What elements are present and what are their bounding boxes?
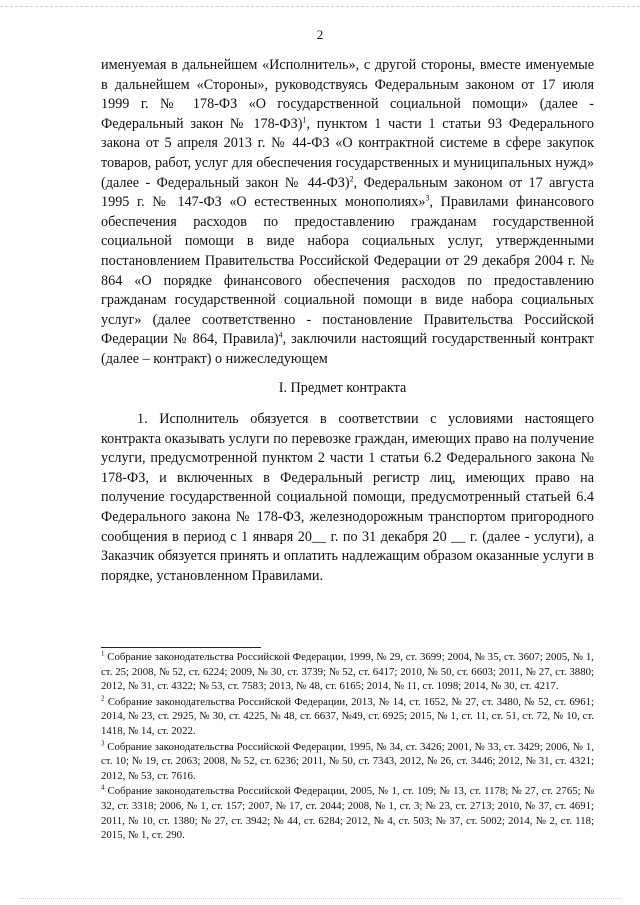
footnote-3: $^3$ Собрание законодательства Российской Федерации, 1995, № 34, ст. 3426; 2001, № 33, ст. 3429; 2006, № 1, ст. 10; № 19, ст. 2063; 2008, № 52, ст. 6236; 2011, № 50, ст. 7343, 2012, № 26, ст. 3446; 2012, № 31, ст. 4321; 2012, № 53, ст. 7616. (101, 738, 594, 782)
scan-artifact-top (0, 6, 640, 7)
footnote-4: $^4$ Собрание законодательства Российской Федерации, 2005, № 1, ст. 109; № 13, ст. 1178; № 27, ст. 2765; № 32, ст. 3318; 2006, № 1, ст. 157; 2007, № 17, ст. 2044; 2008, № 1, ст. 3; № 23, ст. 2713; 2010, № 37, ст. 4691; 2011, № 10, ст. 1380; № 27, ст. 3942; № 44, ст. 6284; 2012, № 4, ст. 503; № 37, ст. 5002; 2014, № 2, ст. 118; 2015, № 1, ст. 290. (101, 783, 594, 842)
footnote-ref-2[interactable]: 2 (349, 173, 354, 183)
footnotes (101, 650, 594, 844)
scan-artifact-bottom (20, 898, 620, 899)
footnote-ref-1[interactable]: 1 (302, 115, 307, 125)
footnote-divider (101, 647, 261, 648)
footnote-1: $^1$ Собрание законодательства Российской Федерации, 1999, № 29, ст. 3699; 2004, № 35, ст. 3607; 2005, № 1, ст. 25; 2008, № 52, ст. 6224; 2009, № 30, ст. 3739; № 52, ст. 6417; 2010, № 50, ст. 6603; 2011, № 27, ст. 3880; 2012, № 31, ст. 4322; № 53, ст. 7583; 2013, № 48, ст. 6165; 2014, № 11, ст. 1098; 2014, № 30, ст. 4217. (101, 649, 594, 693)
intro-text: именуемая в дальнейшем «Исполнитель», с другой стороны, вместе именуемые в дальнейшем «Стороны», руководствуясь Федеральным законом от 17 июля 1999 г. № 178-ФЗ «О государственной социальной помощи» (далее - Федеральный закон № 178-ФЗ)$^1$, пунктом 1 части 1 статьи 93 Федерального закона от 5 апреля 2013 г. № 44-ФЗ «О контрактной системе в сфере закупок товаров, работ, услуг для обеспечения государственных и муниципальных нужд» (далее - Федеральный закон № 44-ФЗ)$^2$, Федеральным законом от 17 августа 1995 г. № 147-ФЗ «О естественных монополиях»$^3$, Правилами финансового обеспечения расходов по предоставлению гражданам государственной социальной помощи в виде набора социальных услуг, утвержденными постановлением Правительства Российской Федерации от 29 декабря 2004 г. № 864 «О порядке финансового обеспечения расходов по предоставлению гражданам государственной социальной помощи в виде набора социальных услуг» (далее соответственно - постановление Правительства Российской Федерации № 864, Правила)$^4$, заключили настоящий государственный контракт (далее – контракт) о нижеследующем (101, 57, 594, 367)
clause-1 (101, 410, 594, 586)
section-heading: I. Предмет контракта (278, 380, 407, 396)
intro-paragraph (101, 56, 594, 370)
footnote-ref-4[interactable]: 4 (278, 330, 283, 340)
footnote-2: $^2$ Собрание законодательства Российской Федерации, 2013, № 14, ст. 1652, № 27, ст. 3480, № 52, ст. 6961; 2014, № 23, ст. 2925, № 30, ст. 4225, № 48, ст. 6637, №49, ст. 6925; 2015, № 1, ст. 11, ст. 51, ст. 72, № 10, ст. 1418, № 14, ст. 2022. (101, 694, 594, 737)
clause-1-text: 1. Исполнитель обязуется в соответствии с условиями настоящего контракта оказывать услуги по перевозке граждан, имеющих право на получение услуги, предусмотренной пунктом 2 части 1 статьи 6.2 Федерального закона № 178-ФЗ, и включенных в Федеральный регистр лиц, имеющих право на получение государственной социальной помощи, предусмотренный статьей 6.4 Федерального закона № 178-ФЗ, железнодорожным транспортом пригородного сообщения в период с 1 января 20__ г. по 31 декабря 20 __ г. (далее - услуги), а Заказчик обязуется принять и оплатить надлежащим образом оказанные услуги в порядке, установленном Правилами. (101, 411, 594, 584)
page-number: 2 (316, 27, 324, 42)
footnote-ref-3[interactable]: 3 (425, 193, 430, 203)
